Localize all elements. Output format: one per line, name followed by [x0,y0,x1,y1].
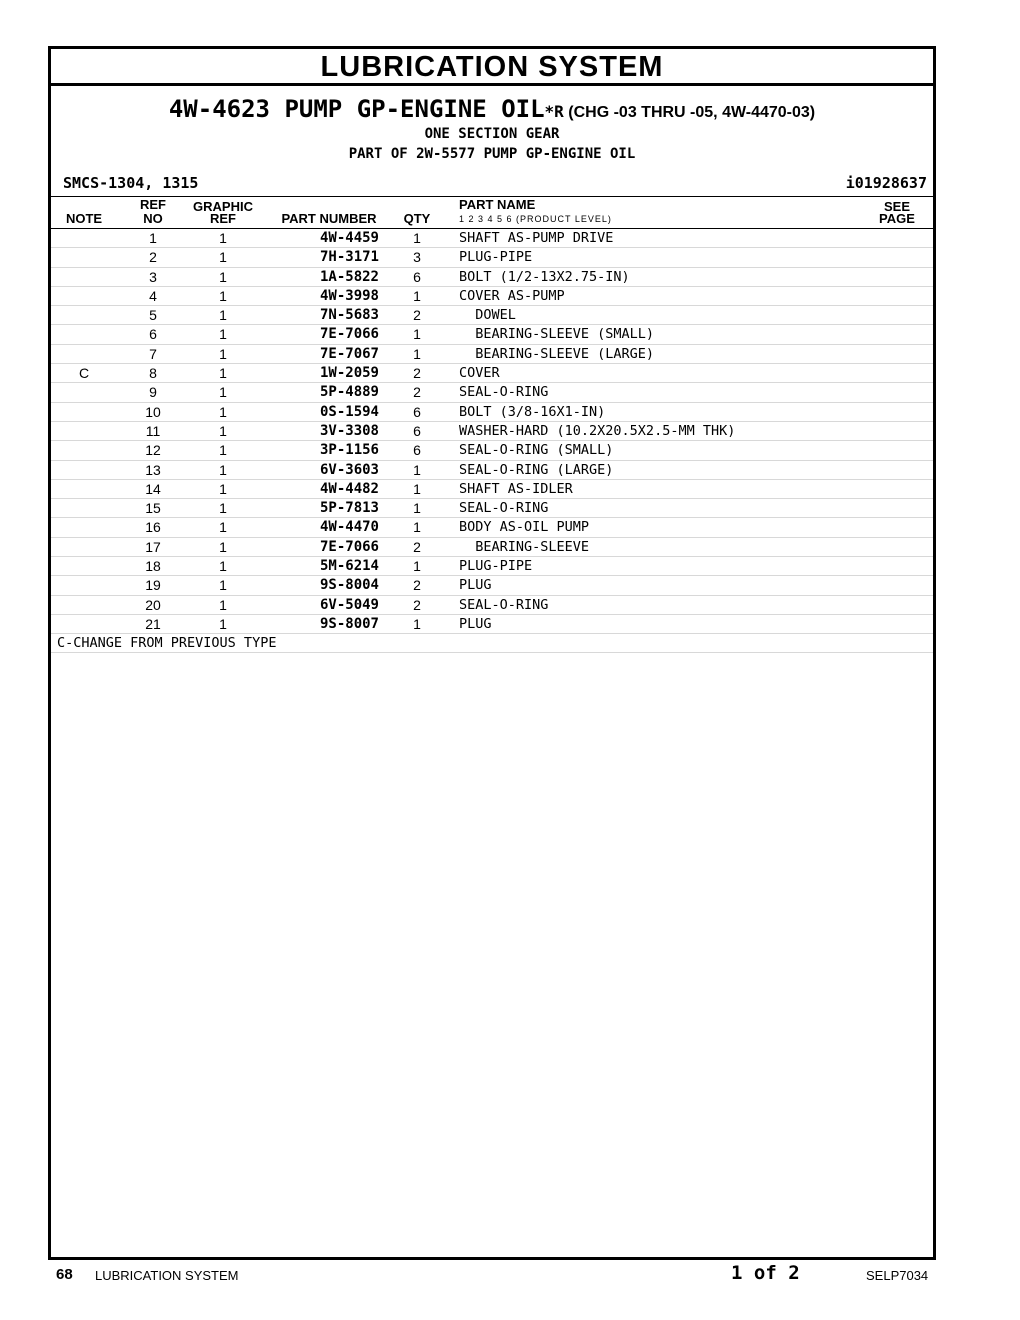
row-qty: 2 [413,577,421,594]
row-part-number: 9S-8004 [319,577,379,594]
row-part-name: SEAL-O-RING (SMALL) [459,442,614,459]
row-part-number: 4W-4470 [319,519,379,536]
row-ref-no: 16 [145,519,161,536]
row-ref-no: 19 [145,577,161,594]
row-qty: 2 [413,384,421,401]
header-note: NOTE [65,211,103,226]
row-qty: 3 [413,249,421,266]
row-ref-no: 2 [149,249,157,266]
row-ref-no: 1 [149,230,157,246]
row-qty: 1 [413,500,421,517]
table-row [51,345,933,364]
row-graphic-ref: 1 [219,249,227,266]
row-qty: 1 [413,480,421,497]
table-row [51,596,933,615]
row-qty: 6 [413,403,421,420]
row-ref-no: 21 [145,615,161,632]
row-graphic-ref: 1 [219,577,227,594]
row-part-number: 3V-3308 [319,422,379,439]
row-part-number: 5P-7813 [319,500,379,517]
row-part-number: 3P-1156 [319,442,379,459]
section-title: LUBRICATION SYSTEM [51,49,933,86]
row-ref-no: 5 [149,307,157,324]
table-row [51,403,933,422]
table-row [51,325,933,344]
row-qty: 2 [413,596,421,613]
group-title [51,94,933,124]
row-part-name: BOLT (1/2-13X2.75-IN) [459,268,630,285]
row-part-name: SEAL-O-RING [459,596,549,613]
row-ref-no: 18 [145,558,161,575]
footer-page-number: 68 [56,1266,73,1283]
row-graphic-ref: 1 [219,365,227,382]
row-qty: 1 [413,615,421,632]
table-header [51,196,933,229]
smcs-row [51,170,933,196]
table-row [51,383,933,402]
row-part-number: 4W-4482 [319,480,379,497]
row-graphic-ref: 1 [219,326,227,343]
row-part-name: SEAL-O-RING (LARGE) [459,461,614,478]
legend-note: C-CHANGE FROM PREVIOUS TYPE [51,634,933,653]
row-part-number: 1A-5822 [319,268,379,285]
row-ref-no: 10 [145,403,161,420]
row-ref-no: 6 [149,326,157,343]
row-part-number: 5P-4889 [319,384,379,401]
row-ref-no: 11 [145,422,161,439]
row-part-number: 1W-2059 [319,365,379,382]
header-ref-bottom: NO [143,211,163,226]
row-part-name: PLUG [459,615,492,632]
table-row [51,461,933,480]
row-graphic-ref: 1 [219,287,227,304]
row-ref-no: 20 [145,596,161,613]
table-row [51,518,933,537]
row-ref-no: 3 [149,268,157,285]
footer-page-of: 1 of 2 [731,1262,800,1284]
row-part-name: BEARING-SLEEVE (LARGE) [459,345,655,362]
row-part-name: PLUG [459,577,492,594]
row-part-number: 7E-7066 [319,326,379,343]
row-qty: 1 [413,345,421,362]
row-graphic-ref: 1 [219,538,227,555]
row-graphic-ref: 1 [219,230,227,246]
table-row [51,268,933,287]
row-part-name: PLUG-PIPE [459,558,533,575]
row-note: C [78,365,90,382]
group-subtitle-2: PART OF 2W-5577 PUMP GP-ENGINE OIL [348,146,636,162]
parts-table-body [51,229,933,634]
row-graphic-ref: 1 [219,596,227,613]
row-qty: 2 [413,307,421,324]
page-footer [0,1262,1020,1292]
row-graphic-ref: 1 [219,480,227,497]
row-qty: 6 [413,268,421,285]
row-part-name: SEAL-O-RING [459,500,549,517]
row-part-number: 0S-1594 [319,403,379,420]
row-graphic-ref: 1 [219,500,227,517]
row-part-name: BODY AS-OIL PUMP [459,519,590,536]
row-ref-no: 15 [145,500,161,517]
row-ref-no: 9 [149,384,157,401]
header-qty: QTY [403,211,431,226]
page-frame [48,46,936,1260]
row-qty: 1 [413,519,421,536]
row-graphic-ref: 1 [219,345,227,362]
row-part-number: 6V-5049 [319,596,379,613]
group-title-suffix: *R [544,102,564,121]
row-part-number: 4W-3998 [319,287,379,304]
header-graphic-bottom: REF [210,211,236,226]
row-qty: 6 [413,422,421,439]
group-title-main: 4W-4623 PUMP GP-ENGINE OIL [168,95,545,123]
row-qty: 2 [413,365,421,382]
row-part-name: COVER AS-PUMP [459,287,565,304]
row-qty: 2 [413,538,421,555]
row-qty: 1 [413,461,421,478]
group-change-note: (CHG -03 THRU -05, 4W-4470-03) [568,104,816,121]
header-graphic-top: GRAPHIC [193,199,253,214]
header-part-name: PART NAME [459,197,536,212]
row-part-number: 6V-3603 [319,461,379,478]
table-row [51,306,933,325]
row-part-number: 7E-7066 [319,538,379,555]
row-ref-no: 7 [149,345,157,362]
row-part-number: 7H-3171 [319,249,379,266]
row-ref-no: 8 [149,365,157,382]
row-graphic-ref: 1 [219,422,227,439]
row-graphic-ref: 1 [219,442,227,459]
row-part-name: DOWEL [459,307,516,324]
smcs-code: SMCS-1304, 1315 [63,174,199,192]
row-graphic-ref: 1 [219,384,227,401]
row-ref-no: 17 [145,538,161,555]
table-row [51,364,933,383]
row-part-number: 9S-8007 [319,615,379,632]
footer-doc-id: SELP7034 [866,1268,929,1283]
row-qty: 1 [413,558,421,575]
row-part-number: 7E-7067 [319,345,379,362]
row-part-name: BOLT (3/8-16X1-IN) [459,403,606,420]
table-row [51,576,933,595]
table-row [51,538,933,557]
header-see-top: SEE [883,199,910,214]
row-part-number: 4W-4459 [319,230,379,246]
table-row [51,557,933,576]
row-qty: 1 [413,287,421,304]
table-row [51,422,933,441]
row-ref-no: 13 [145,461,161,478]
group-subtitle-1: ONE SECTION GEAR [424,126,560,142]
header-part-number: PART NUMBER [281,211,377,226]
row-graphic-ref: 1 [219,268,227,285]
row-part-name: BEARING-SLEEVE (SMALL) [459,326,655,343]
row-qty: 1 [413,230,421,246]
row-ref-no: 12 [145,442,161,459]
row-part-name: BEARING-SLEEVE [459,538,590,555]
table-row [51,615,933,634]
table-row [51,480,933,499]
table-row [51,499,933,518]
row-part-name: SHAFT AS-IDLER [459,480,573,497]
row-part-name: SEAL-O-RING [459,384,549,401]
row-ref-no: 14 [145,480,161,497]
row-graphic-ref: 1 [219,403,227,420]
row-graphic-ref: 1 [219,461,227,478]
row-graphic-ref: 1 [219,615,227,632]
header-product-levels: 1 2 3 4 5 6 (PRODUCT LEVEL) [459,214,612,224]
row-qty: 1 [413,326,421,343]
row-part-name: WASHER-HARD (10.2X20.5X2.5-MM THK) [459,422,736,439]
row-graphic-ref: 1 [219,519,227,536]
row-ref-no: 4 [149,287,157,304]
footer-section: LUBRICATION SYSTEM [95,1268,239,1283]
table-row [51,441,933,460]
row-part-name: COVER [459,365,500,382]
row-part-name: SHAFT AS-PUMP DRIVE [459,230,614,246]
illustration-id: i01928637 [845,174,927,192]
header-see-bottom: PAGE [879,211,915,226]
row-part-name: PLUG-PIPE [459,249,533,266]
table-row [51,229,933,248]
row-graphic-ref: 1 [219,558,227,575]
row-graphic-ref: 1 [219,307,227,324]
table-row [51,287,933,306]
row-qty: 6 [413,442,421,459]
row-part-number: 7N-5683 [319,307,379,324]
row-part-number: 5M-6214 [319,558,379,575]
header-ref-top: REF [140,197,166,212]
table-row [51,248,933,267]
